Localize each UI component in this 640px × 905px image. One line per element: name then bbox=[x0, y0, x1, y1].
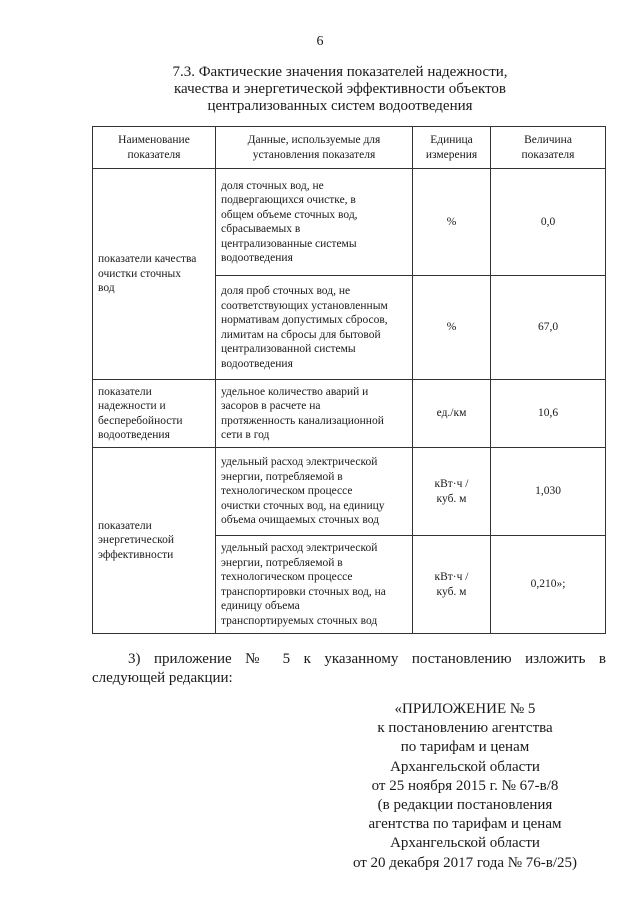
section-title-line: качества и энергетической эффективности объектов bbox=[173, 81, 507, 97]
desc-line: централизованные системы bbox=[221, 237, 357, 250]
desc-line: водоотведения bbox=[221, 357, 293, 370]
unit-line: куб. м bbox=[436, 585, 467, 598]
value-cell: 0,210»; bbox=[491, 536, 606, 634]
header-text: Величина bbox=[524, 134, 572, 146]
desc-line: технологическом процессе bbox=[221, 571, 353, 583]
indicator-group-reliability bbox=[93, 380, 216, 448]
data-description bbox=[216, 169, 413, 276]
desc-line: нормативам допустимых сбросов, bbox=[221, 314, 388, 326]
header-text: измерения bbox=[425, 148, 478, 161]
desc-line: энергии, потребляемой в bbox=[221, 556, 343, 569]
appendix-line: от 20 декабря 2017 года № 76-в/25) bbox=[352, 854, 578, 871]
header-text: Единица bbox=[430, 134, 473, 146]
section-title-line: централизованных систем водоотведения bbox=[207, 98, 473, 114]
data-description bbox=[216, 536, 413, 634]
data-description bbox=[216, 448, 413, 536]
indicators-table bbox=[92, 126, 606, 634]
unit-cell bbox=[413, 536, 491, 634]
desc-line: сети в год bbox=[221, 429, 270, 441]
amendment-paragraph bbox=[92, 650, 606, 688]
data-description bbox=[216, 276, 413, 380]
appendix-line: Архангельской области bbox=[390, 835, 540, 852]
desc-line: транспортировки сточных вод, на bbox=[221, 585, 386, 598]
value-cell: 0,0 bbox=[491, 169, 606, 276]
desc-line: подвергающихся очистке, в bbox=[221, 194, 356, 206]
unit-line: куб. м bbox=[436, 492, 467, 505]
value-cell: 67,0 bbox=[491, 276, 606, 380]
group-name-line: бесперебойности bbox=[98, 414, 183, 427]
desc-line: водоотведения bbox=[221, 252, 293, 264]
desc-line: очистки сточных вод, на единицу bbox=[221, 499, 385, 512]
appendix-line: к постановлению агентства bbox=[377, 720, 553, 737]
appendix-line: (в редакции постановления bbox=[377, 797, 553, 814]
appendix-heading-block bbox=[320, 700, 610, 873]
group-name-line: надежности и bbox=[98, 400, 166, 412]
desc-line: удельное количество аварий и bbox=[221, 385, 369, 398]
appendix-line: по тарифам и ценам bbox=[400, 739, 530, 756]
group-name-line: очистки сточных bbox=[98, 267, 181, 280]
desc-line: засоров в расчете на bbox=[221, 400, 321, 412]
table-row bbox=[93, 380, 606, 448]
desc-line: общем объеме сточных вод, bbox=[221, 208, 358, 221]
appendix-line: от 25 ноября 2015 г. № 67-в/8 bbox=[371, 777, 559, 794]
unit-line: кВт·ч / bbox=[434, 571, 469, 583]
indicator-group-energy bbox=[93, 448, 216, 634]
desc-line: энергии, потребляемой в bbox=[221, 470, 343, 483]
page-number: 6 bbox=[316, 34, 324, 49]
desc-line: протяженность канализационной bbox=[221, 414, 384, 427]
group-name-line: вод bbox=[98, 282, 115, 295]
paragraph-line: 3) приложение № 5 к указанному постановлению изложить в bbox=[128, 651, 606, 667]
desc-line: объема очищаемых сточных вод bbox=[221, 514, 379, 527]
group-name-line: показатели bbox=[98, 385, 152, 398]
value-cell: 10,6 bbox=[491, 380, 606, 448]
desc-line: удельный расход электрической bbox=[221, 542, 378, 554]
unit-cell bbox=[413, 380, 491, 448]
header-unit bbox=[413, 127, 491, 169]
appendix-line: Архангельской области bbox=[390, 758, 540, 775]
header-text: Данные, используемые для bbox=[247, 134, 381, 146]
unit-line: % bbox=[446, 215, 457, 228]
appendix-line: «ПРИЛОЖЕНИЕ № 5 bbox=[394, 701, 536, 717]
header-value bbox=[491, 127, 606, 169]
unit-cell bbox=[413, 448, 491, 536]
header-text: установления показателя bbox=[252, 148, 376, 161]
table-row bbox=[93, 448, 606, 536]
section-title-line: 7.3. Фактические значения показателей надежности, bbox=[172, 64, 508, 80]
desc-line: доля проб сточных вод, не bbox=[221, 285, 351, 297]
group-name-line: показатели bbox=[98, 519, 152, 532]
unit-cell bbox=[413, 276, 491, 380]
header-text: показателя bbox=[521, 148, 575, 161]
desc-line: централизованной системы bbox=[221, 343, 356, 355]
desc-line: соответствующих установленным bbox=[221, 299, 388, 312]
header-indicator-name bbox=[93, 127, 216, 169]
appendix-line: агентства по тарифам и ценам bbox=[368, 816, 562, 833]
unit-line: ед./км bbox=[436, 407, 467, 420]
group-name-line: энергетической bbox=[98, 534, 174, 547]
indicator-group-quality bbox=[93, 169, 216, 380]
unit-line: % bbox=[446, 321, 457, 334]
group-name-line: водоотведения bbox=[98, 429, 170, 441]
desc-line: единицу объема bbox=[221, 600, 300, 612]
paragraph-line: следующей редакции: bbox=[92, 670, 233, 686]
value-cell: 1,030 bbox=[491, 448, 606, 536]
desc-line: лимитам на сбросы для бытовой bbox=[221, 328, 381, 341]
unit-line: кВт·ч / bbox=[434, 478, 469, 490]
header-text: Наименование bbox=[118, 134, 190, 146]
desc-line: транспортируемых сточных вод bbox=[221, 614, 378, 627]
group-name-line: показатели качества bbox=[98, 253, 197, 266]
data-description bbox=[216, 380, 413, 448]
desc-line: сбрасываемых в bbox=[221, 223, 301, 235]
header-text: показателя bbox=[127, 148, 181, 161]
desc-line: удельный расход электрической bbox=[221, 456, 378, 469]
section-title bbox=[110, 64, 570, 115]
unit-cell bbox=[413, 169, 491, 276]
table-header-row bbox=[93, 127, 606, 169]
table-row bbox=[93, 169, 606, 276]
group-name-line: эффективности bbox=[98, 548, 174, 561]
desc-line: технологическом процессе bbox=[221, 485, 353, 498]
desc-line: доля сточных вод, не bbox=[221, 179, 324, 192]
header-data-used bbox=[216, 127, 413, 169]
